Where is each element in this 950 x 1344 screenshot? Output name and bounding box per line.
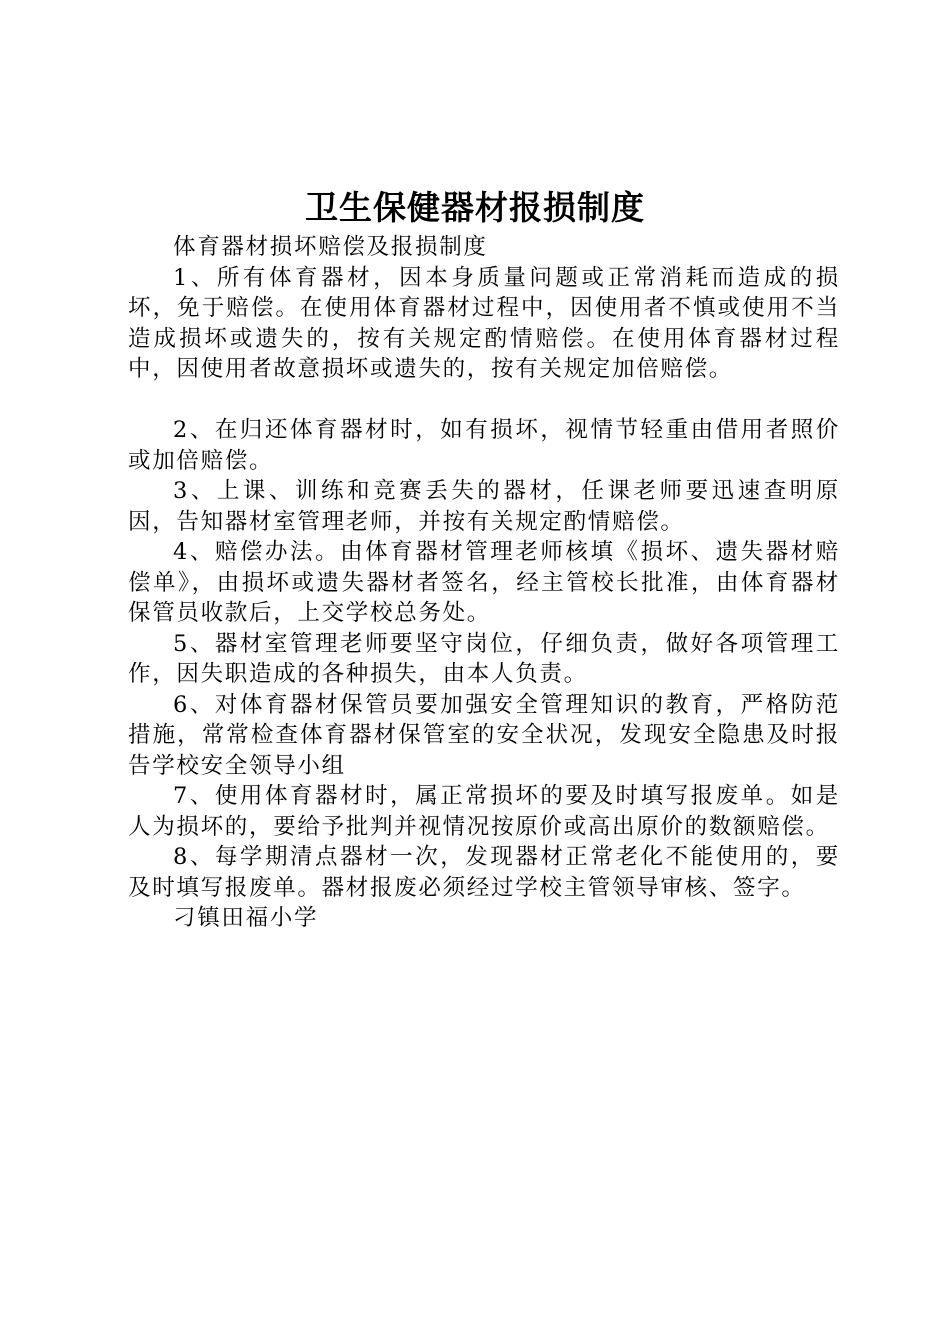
paragraph-3: 3、上课、训练和竞赛丢失的器材，任课老师要迅速查明原因，告知器材室管理老师，并按有关规定酌情赔偿。 <box>128 478 840 535</box>
paragraph-1: 1、所有体育器材，因本身质量问题或正常消耗而造成的损坏，免于赔偿。在使用体育器材过程中，因使用者不慎或使用不当造成损坏或遗失的，按有关规定酌情赔偿。在使用体育器材过程中，因使用者故意损坏或遗失的，按有关规定加倍赔偿。 <box>128 264 840 382</box>
paragraph-7: 7、使用体育器材时，属正常损坏的要及时填写报废单。如是人为损坏的，要给予批判并视情况按原价或高出原价的数额赔偿。 <box>128 783 840 840</box>
paragraph-6: 6、对体育器材保管员要加强安全管理知识的教育，严格防范措施，常常检查体育器材保管室的安全状况，发现安全隐患及时报告学校安全领导小组 <box>128 691 840 779</box>
signature: 刁镇田福小学 <box>173 905 319 931</box>
paragraph-8: 8、每学期清点器材一次，发现器材正常老化不能使用的，要及时填写报废单。器材报废必须经过学校主管领导审核、签字。 <box>128 844 840 901</box>
document-title: 卫生保健器材报损制度 <box>305 188 645 227</box>
paragraph-5: 5、器材室管理老师要坚守岗位，仔细负责，做好各项管理工作，因失职造成的各种损失，由本人负责。 <box>128 630 840 687</box>
paragraph-2: 2、在归还体育器材时，如有损坏，视情节轻重由借用者照价或加倍赔偿。 <box>128 417 840 474</box>
paragraph-4: 4、赔偿办法。由体育器材管理老师核填《损坏、遗失器材赔偿单》，由损坏或遗失器材者签名，经主管校长批准，由体育器材保管员收款后，上交学校总务处。 <box>128 539 840 626</box>
document-body <box>128 232 840 934</box>
document-subtitle: 体育器材损坏赔偿及报损制度 <box>173 234 488 260</box>
